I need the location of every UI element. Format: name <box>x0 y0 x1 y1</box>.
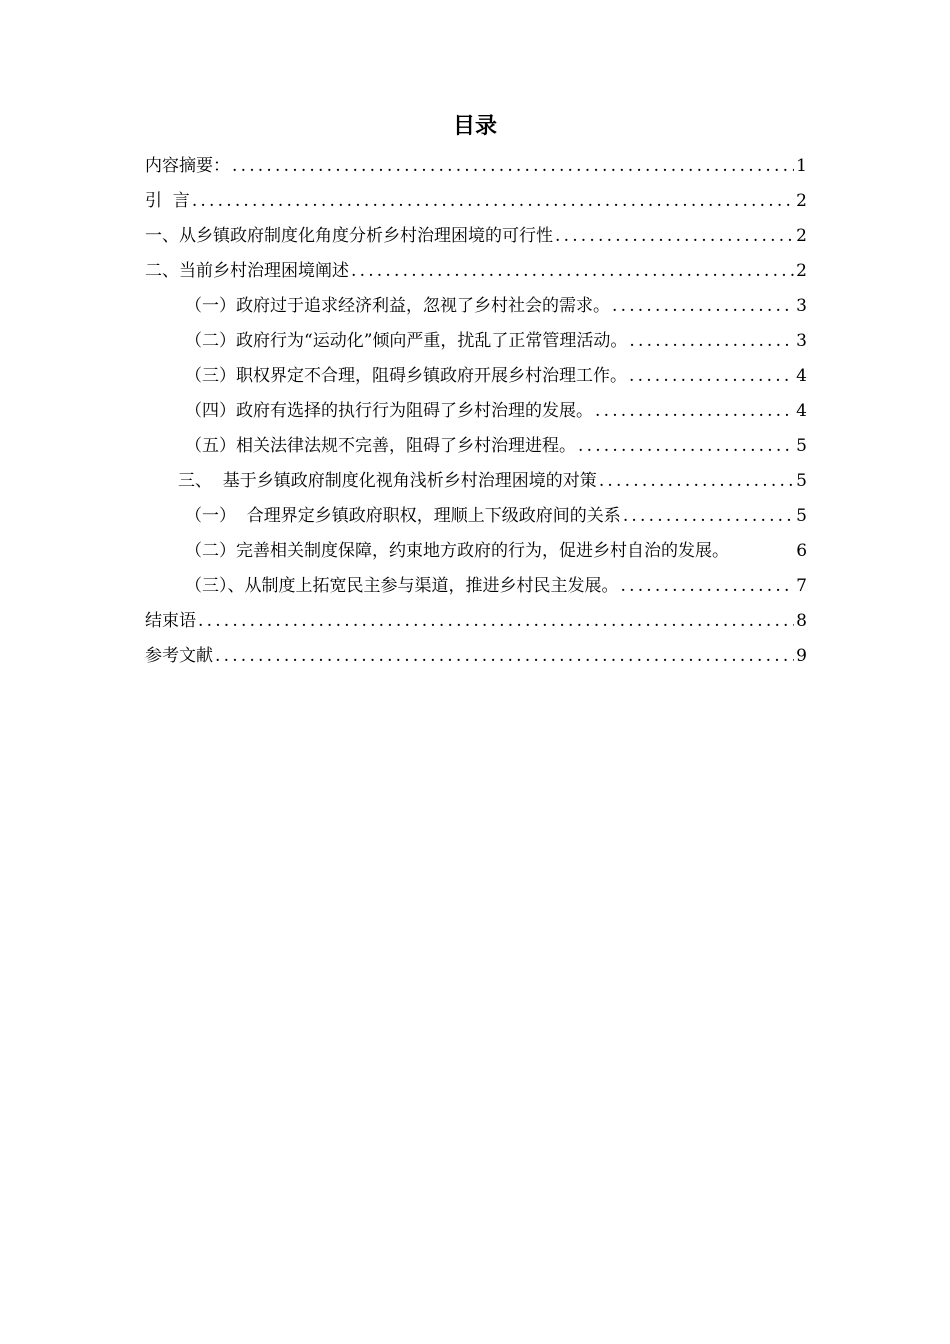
toc-entry-text: 二、当前乡村治理困境阐述 <box>145 261 349 281</box>
toc-leader-dots <box>213 639 794 674</box>
toc-leader-dots <box>576 429 794 464</box>
toc-leader-dots <box>196 604 794 639</box>
toc-leader-dots <box>619 569 795 604</box>
toc-entry[interactable] <box>145 219 807 254</box>
toc-entry[interactable] <box>145 324 807 359</box>
toc-entry-page: 2 <box>796 226 807 246</box>
toc-leader-dots <box>627 324 794 359</box>
toc-entry[interactable] <box>145 464 807 499</box>
toc-entry-page: 1 <box>796 156 807 176</box>
toc-entry-text: （五）相关法律法规不完善，阻碍了乡村治理进程。 <box>185 436 576 456</box>
toc-leader-dots <box>597 464 794 499</box>
toc-entry-page: 2 <box>796 191 807 211</box>
toc-entry-text: 结束语 <box>145 611 196 631</box>
toc-leader-dots <box>190 184 794 219</box>
toc-leader-dots <box>627 359 794 394</box>
toc-entry[interactable] <box>145 149 807 184</box>
toc-entry-text: 参考文献 <box>145 646 213 666</box>
table-of-contents <box>145 149 807 674</box>
toc-entry-page: 7 <box>796 576 807 596</box>
toc-entry[interactable] <box>145 499 807 534</box>
toc-entry-page: 4 <box>796 366 807 386</box>
toc-entry[interactable] <box>145 359 807 394</box>
toc-leader-dots <box>610 289 794 324</box>
toc-entry[interactable] <box>145 394 807 429</box>
toc-entry-text: （四）政府有选择的执行行为阻碍了乡村治理的发展。 <box>185 401 593 421</box>
toc-entry[interactable] <box>145 534 807 569</box>
toc-entry[interactable] <box>145 254 807 289</box>
toc-entry[interactable] <box>145 184 807 219</box>
toc-entry-text: （三）、从制度上拓宽民主参与渠道，推进乡村民主发展。 <box>185 576 619 596</box>
toc-entry[interactable] <box>145 569 807 604</box>
toc-entry-text: 内容摘要： <box>145 156 230 176</box>
toc-entry-page: 5 <box>796 471 807 491</box>
toc-leader-dots <box>349 254 794 289</box>
toc-leader-dots <box>621 499 794 534</box>
toc-entry-page: 2 <box>796 261 807 281</box>
toc-entry-page: 3 <box>796 296 807 316</box>
toc-entry-page: 5 <box>796 436 807 456</box>
toc-entry-text: （二）完善相关制度保障，约束地方政府的行为，促进乡村自治的发展。 <box>185 541 729 561</box>
toc-leader-dots <box>230 149 794 184</box>
toc-entry-page: 9 <box>796 646 807 666</box>
toc-entry-page: 4 <box>796 401 807 421</box>
toc-entry-page: 3 <box>796 331 807 351</box>
toc-entry[interactable] <box>145 289 807 324</box>
toc-entry-page: 5 <box>796 506 807 526</box>
toc-entry-text: （一）政府过于追求经济利益，忽视了乡村社会的需求。 <box>185 296 610 316</box>
toc-entry-text: （三）职权界定不合理，阻碍乡镇政府开展乡村治理工作。 <box>185 366 627 386</box>
toc-entry-page: 6 <box>796 541 808 561</box>
toc-title: 目录 <box>452 114 497 139</box>
toc-entry[interactable] <box>145 604 807 639</box>
toc-entry[interactable] <box>145 639 807 674</box>
toc-entry-text: 三、 基于乡镇政府制度化视角浅析乡村治理困境的对策 <box>178 471 597 491</box>
toc-leader-dots <box>553 219 794 254</box>
toc-leader-dots <box>593 394 794 429</box>
toc-entry-text: 引 言 <box>145 191 190 211</box>
toc-entry-text: （二）政府行为“运动化”倾向严重，扰乱了正常管理活动。 <box>185 331 628 351</box>
toc-entry-page: 8 <box>796 611 807 631</box>
toc-entry-text: 一、从乡镇政府制度化角度分析乡村治理困境的可行性 <box>145 226 553 246</box>
toc-entry[interactable] <box>145 429 807 464</box>
toc-entry-text: （一） 合理界定乡镇政府职权，理顺上下级政府间的关系 <box>185 506 621 526</box>
